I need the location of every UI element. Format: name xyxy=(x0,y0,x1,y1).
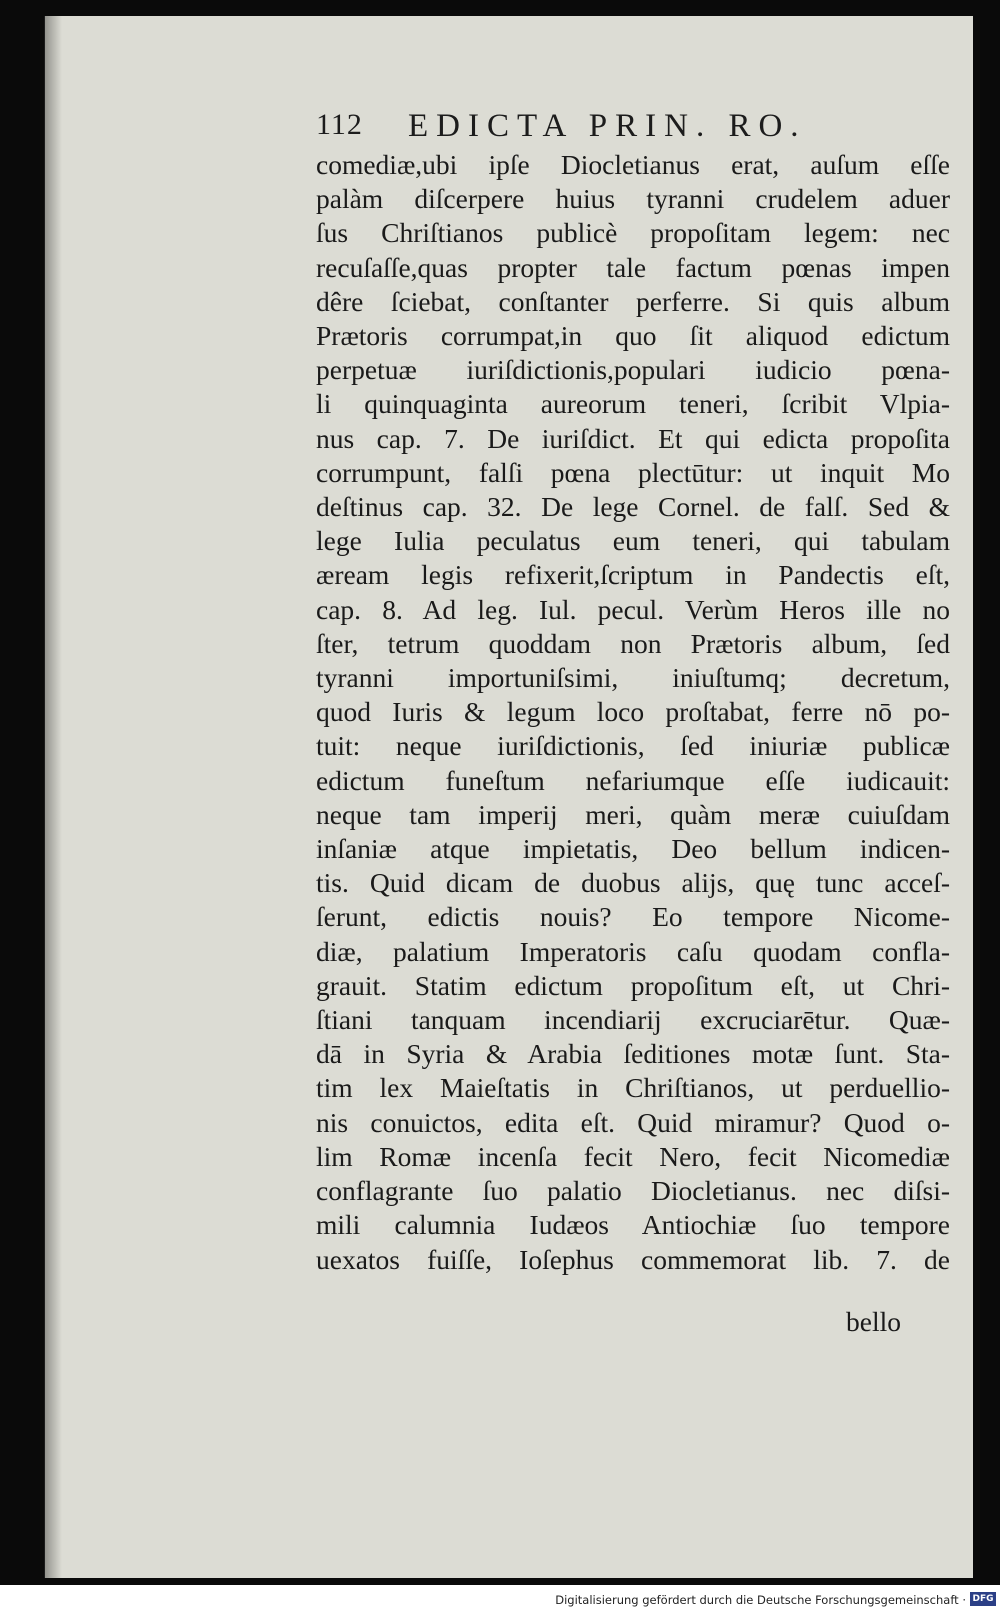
text-line: lim Romæ incenſa fecit Nero, fecit Nicomediæ xyxy=(316,1140,950,1172)
text-line: perpetuæ iuriſdictionis,populari iudicio pœna- xyxy=(316,354,950,386)
text-line: lege Iulia peculatus eum teneri, qui tabulam xyxy=(316,525,950,557)
running-title: EDICTA PRIN. RO. xyxy=(408,108,807,144)
text-line: nus cap. 7. De iuriſdict. Et qui edicta propoſita xyxy=(316,422,950,454)
text-line: ſter, tetrum quoddam non Prætoris album, ſed xyxy=(316,627,950,659)
text-line: neque tam imperij meri, quàm meræ cuiuſdam xyxy=(316,798,950,830)
body-text xyxy=(316,148,950,1277)
page-number: 112 xyxy=(316,108,363,141)
dfg-logo-icon: DFG xyxy=(970,1592,996,1606)
text-line: mili calumnia Iudæos Antiochiæ ſuo tempore xyxy=(316,1209,950,1241)
text-line: ſtiani tanquam incendiarij excruciarētur. Quæ- xyxy=(316,1004,950,1036)
text-line: dā in Syria & Arabia ſeditiones motæ ſunt. Sta- xyxy=(316,1038,950,1070)
text-line: tyranni importuniſsimi, iniuſtumq; decretum, xyxy=(316,662,950,694)
text-line: ſerunt, edictis nouis? Eo tempore Nicome- xyxy=(316,901,950,933)
footer-bar xyxy=(0,1585,1000,1611)
text-line: dêre ſciebat, conſtanter perferre. Si quis album xyxy=(316,285,950,317)
text-line: palàm diſcerpere huius tyranni crudelem aduer xyxy=(316,183,950,215)
text-line: grauit. Statim edictum propoſitum eſt, ut Chri- xyxy=(316,969,950,1001)
text-line: conflagrante ſuo palatio Diocletianus. nec diſsi- xyxy=(316,1175,950,1207)
text-line: æream legis refixerit,ſcriptum in Pandectis eſt, xyxy=(316,559,950,591)
text-line: tis. Quid dicam de duobus alijs, quę tunc acceſ- xyxy=(316,867,950,899)
text-line: Prætoris corrumpat,in quo ſit aliquod edictum xyxy=(316,320,950,352)
text-line: diæ, palatium Imperatoris caſu quodam confla- xyxy=(316,935,950,967)
text-line: cap. 8. Ad leg. Iul. pecul. Verùm Heros ille no xyxy=(316,593,950,625)
text-line: tuit: neque iuriſdictionis, ſed iniuriæ publicæ xyxy=(316,730,950,762)
text-line: tim lex Maieſtatis in Chriſtianos, ut perduellio- xyxy=(316,1072,950,1104)
text-line: quod Iuris & legum loco proſtabat, ferre nō po- xyxy=(316,696,950,728)
page-header xyxy=(316,108,846,148)
text-line: uexatos fuiſſe, Ioſephus commemorat lib. 7. de xyxy=(316,1243,950,1275)
text-line: comediæ,ubi ipſe Diocletianus erat, auſum eſſe xyxy=(316,149,950,180)
text-line: recuſaſſe,quas propter tale factum pœnas impen xyxy=(316,251,950,283)
text-line: corrumpunt, falſi pœna plectūtur: ut inquit Mo xyxy=(316,456,950,488)
text-line: nis conuictos, edita eſt. Quid miramur? Quod o- xyxy=(316,1106,950,1138)
text-line: li quinquaginta aureorum teneri, ſcribit Vlpia- xyxy=(316,388,950,420)
text-line: edictum funeſtum nefariumque eſſe iudicauit: xyxy=(316,764,950,796)
text-line: deſtinus cap. 32. De lege Cornel. de falſ. Sed & xyxy=(316,491,950,523)
text-line: inſaniæ atque impietatis, Deo bellum indicen- xyxy=(316,833,950,865)
catchword: bello xyxy=(846,1306,901,1337)
digitization-credit: Digitalisierung gefördert durch die Deutsche Forschungsgemeinschaft · xyxy=(555,1593,966,1607)
text-line: ſus Chriſtianos publicè propoſitam legem: nec xyxy=(316,217,950,249)
